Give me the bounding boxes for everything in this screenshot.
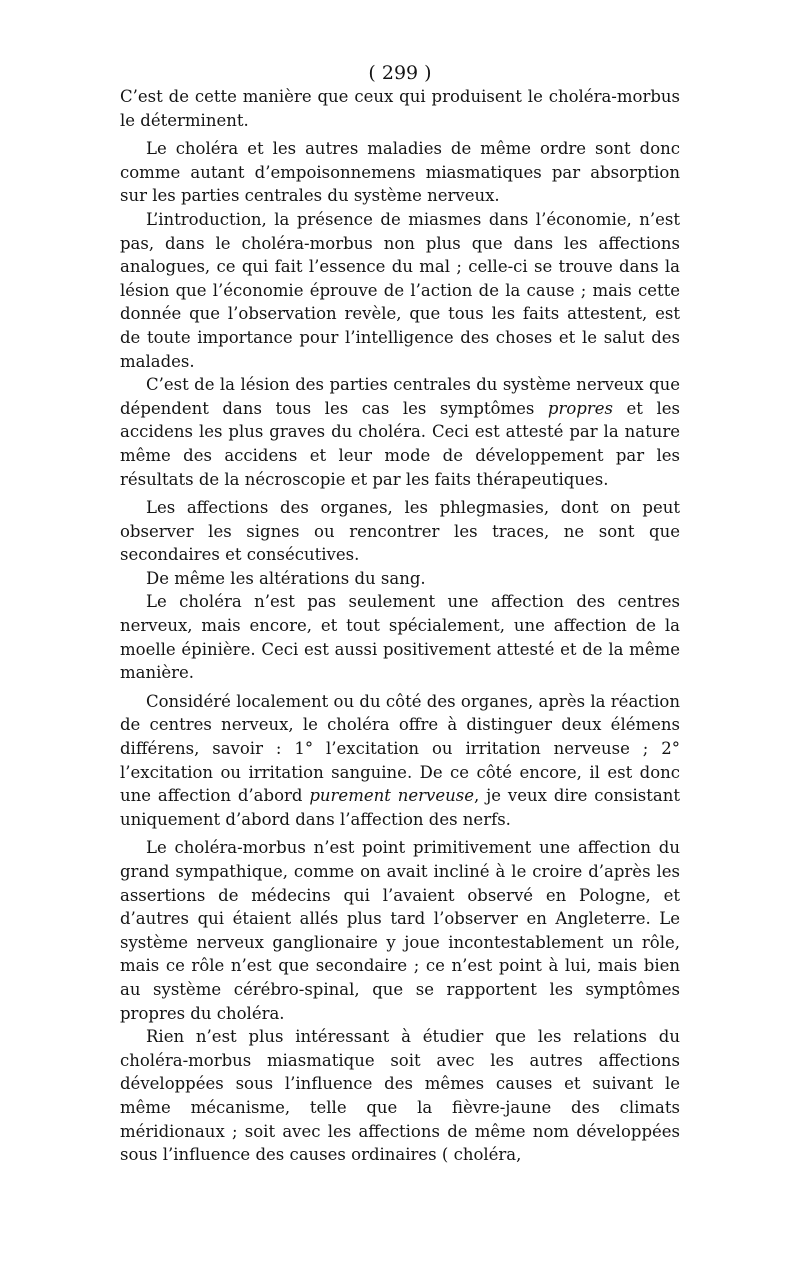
body-text: [120, 85, 680, 1167]
paragraph-8-text-b: , je veux dire consistant uniquement d’abord dans l’affection des nerfs.: [120, 786, 680, 829]
paragraph-10: Rien n’est plus intéressant à étudier que les relations du choléra-morbus miasmatique soit avec les autres affections développées sous l’influence des mêmes causes et suivant le même mécanisme, telle que la fièvre-jaune des climats méridionaux ; soit avec les affections de même nom développées sous l’influence des causes ordinaires ( choléra,: [120, 1027, 680, 1165]
paragraph-1: C’est de cette manière que ceux qui produisent le choléra-morbus le déterminent.: [120, 87, 680, 130]
paragraph-2: Le choléra et les autres maladies de même ordre sont donc comme autant d’empoisonnemens miasmatiques par absorption sur les parties centrales du système nerveux.: [120, 139, 680, 206]
paragraph-4-text-b: et les accidens les plus graves du choléra. Ceci est attesté par la nature même des accidens et leur mode de développement par les résultats de la nécroscopie et par les faits thérapeutiques.: [120, 398, 680, 489]
paragraph-8-text-a: Considéré localement ou du côté des organes, après la réaction de centres nerveux, le choléra offre à distinguer deux élémens différens, savoir : 1° l’excitation ou irritation nerveuse ; 2° l’excitation ou irritation sanguine. De ce côté encore, il est donc une affection d’abord: [120, 691, 680, 806]
paragraph-4-text-a: C’est de la lésion des parties centrales du système nerveux que dépendent dans tous les cas les symptômes: [120, 375, 680, 418]
emphasis-propres: propres: [547, 398, 613, 418]
paragraph-5: Les affections des organes, les phlegmasies, dont on peut observer les signes ou rencontrer les traces, ne sont que secondaires et consécutives.: [120, 498, 680, 565]
paragraph-6: De même les altérations du sang.: [146, 568, 426, 588]
paragraph-3: L’introduction, la présence de miasmes dans l’économie, n’est pas, dans le choléra-morbus non plus que dans les affections analogues, ce qui fait l’essence du mal ; celle-ci se trouve dans la lésion que l’économie éprouve de l’action de la cause ; mais cette donnée que l’observation revèle, que tous les faits attestent, est de toute importance pour l’intelligence des choses et le salut des malades.: [120, 209, 680, 371]
paragraph-4: [120, 373, 680, 491]
paragraph-9: Le choléra-morbus n’est point primitivement une affection du grand sympathique, comme on avait incliné à le croire d’après les assertions de médecins qui l’avaient observé en Pologne, et d’autres qui étaient allés plus tard l’observer en Angleterre. Le système nerveux ganglionaire y joue incontestablement un rôle, mais ce rôle n’est que secondaire ; ce n’est point à lui, mais bien au système cérébro-spinal, que se rapportent les symptômes propres du choléra.: [120, 838, 680, 1023]
paragraph-8: [120, 690, 680, 832]
emphasis-purement-nerveuse: purement nerveuse: [309, 786, 474, 806]
paragraph-7: Le choléra n’est pas seulement une affection des centres nerveux, mais encore, et tout spécialement, une affection de la moelle épinière. Ceci est aussi positivement attesté et de la même manière.: [120, 592, 680, 683]
page-number: ( 299 ): [368, 62, 432, 84]
